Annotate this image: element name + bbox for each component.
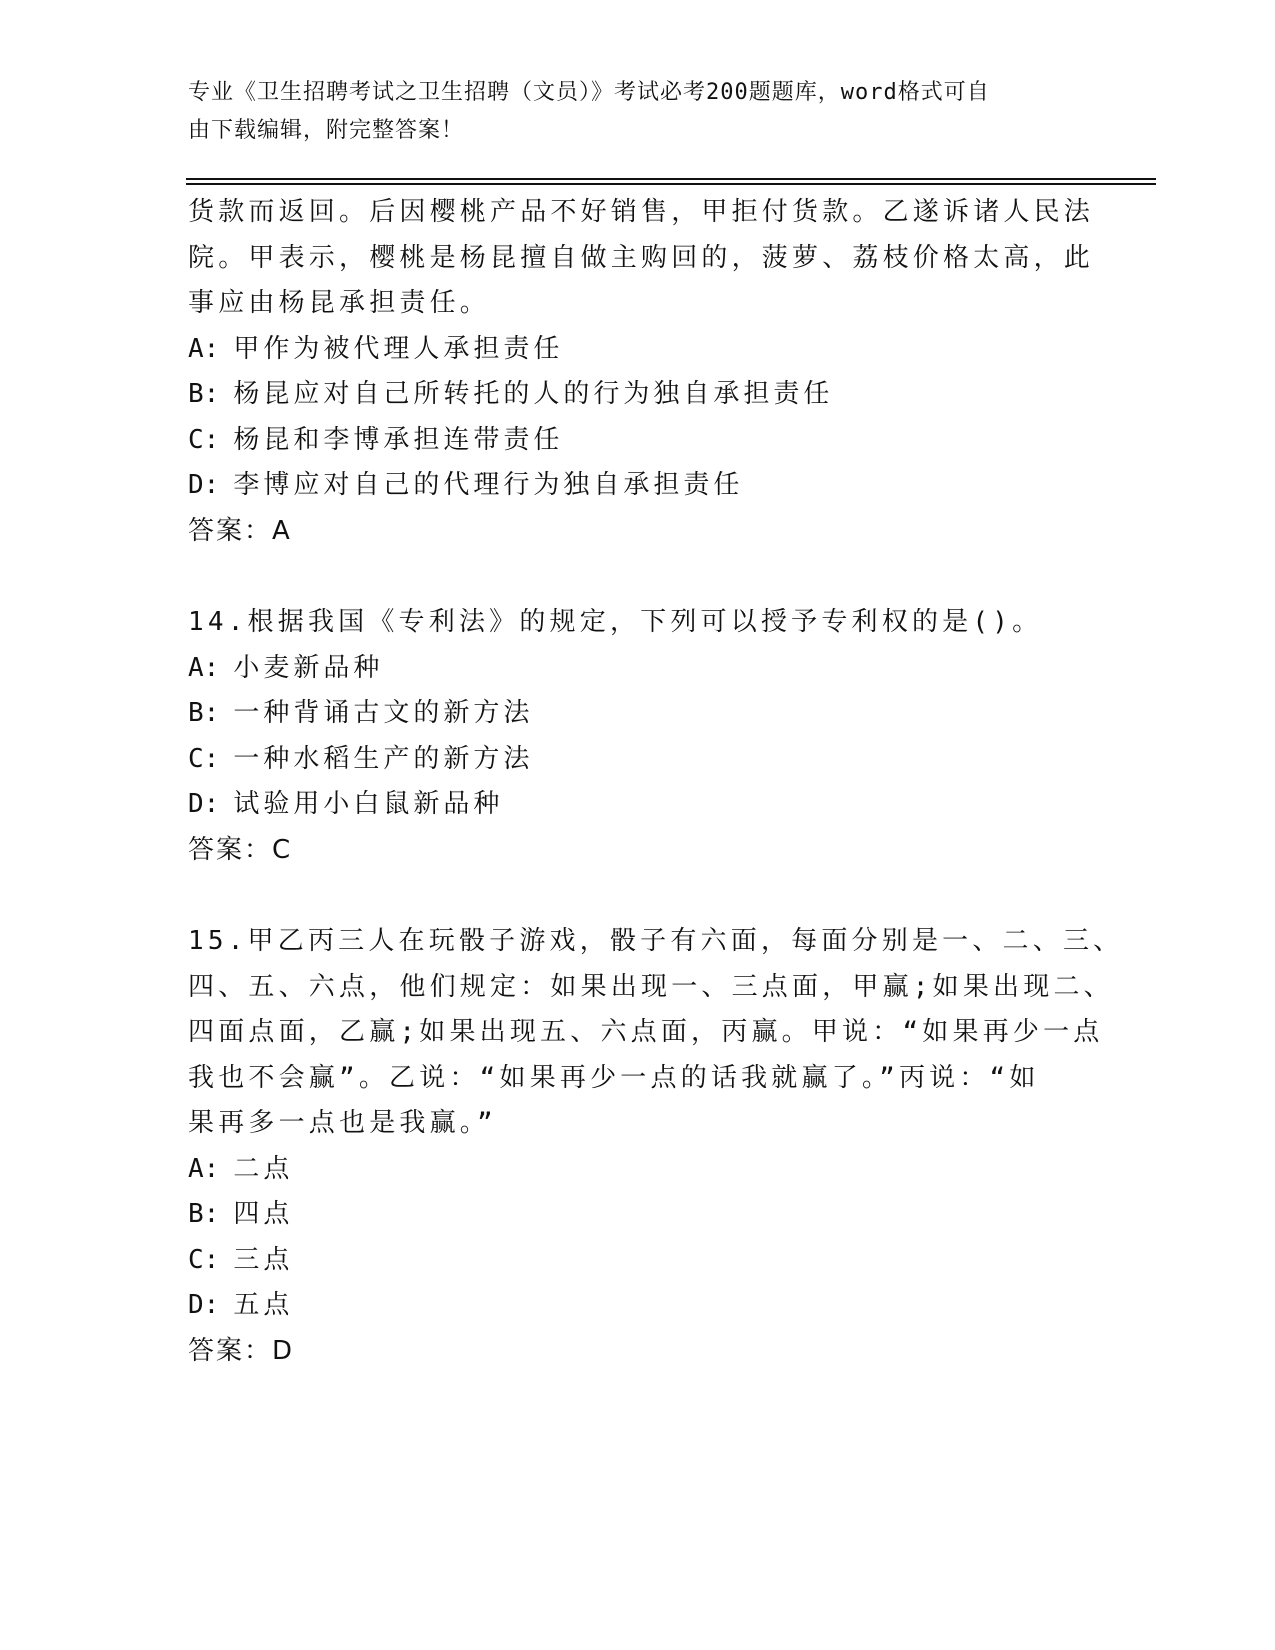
question-spacer bbox=[188, 554, 1088, 600]
answer-line: 答案：A bbox=[188, 515, 292, 546]
option-c bbox=[188, 418, 1088, 464]
header-rule-top bbox=[186, 178, 1156, 180]
option-key: C: bbox=[188, 424, 220, 455]
option-key: B: bbox=[188, 698, 220, 728]
option-key: C: bbox=[188, 743, 220, 774]
header-rule-bottom bbox=[186, 183, 1156, 185]
option-b bbox=[188, 691, 1088, 737]
option-a bbox=[188, 1147, 1088, 1193]
question-13 bbox=[188, 190, 1095, 554]
option-text: 甲作为被代理人承担责任 bbox=[233, 333, 564, 364]
question-14 bbox=[188, 600, 1088, 873]
question-stem-line: 院。甲表示，樱桃是杨昆擅自做主购回的，菠萝、荔枝价格太高，此 bbox=[188, 242, 1095, 273]
option-c bbox=[188, 737, 1088, 783]
option-b bbox=[188, 372, 1088, 418]
question-stem-line: 四、五、六点，他们规定：如果出现一、三点面，甲赢;如果出现二、 bbox=[188, 971, 1114, 1002]
answer-line: 答案：C bbox=[188, 834, 293, 865]
option-key: D: bbox=[188, 789, 220, 819]
document-header bbox=[188, 74, 1068, 150]
option-text: 试验用小白鼠新品种 bbox=[233, 789, 504, 819]
option-text: 四点 bbox=[233, 1199, 294, 1229]
option-text: 杨昆和李博承担连带责任 bbox=[233, 424, 564, 455]
option-key: C: bbox=[188, 1244, 220, 1275]
option-key: D: bbox=[188, 470, 220, 500]
question-stem-line: 15.甲乙丙三人在玩骰子游戏，骰子有六面，每面分别是一、二、三、 bbox=[188, 926, 1124, 956]
option-key: A: bbox=[188, 652, 220, 683]
option-text: 杨昆应对自己所转托的人的行为独自承担责任 bbox=[233, 379, 834, 409]
header-line-2: 由下载编辑，附完整答案！ bbox=[188, 118, 465, 143]
option-text: 三点 bbox=[233, 1244, 294, 1275]
option-key: A: bbox=[188, 333, 220, 364]
option-text: 李博应对自己的代理行为独自承担责任 bbox=[233, 470, 744, 500]
question-stem-line: 14.根据我国《专利法》的规定，下列可以授予专利权的是()。 bbox=[188, 607, 1043, 637]
option-text: 小麦新品种 bbox=[233, 652, 384, 683]
option-key: B: bbox=[188, 379, 220, 409]
question-stem-line: 事应由杨昆承担责任。 bbox=[188, 288, 491, 318]
option-key: D: bbox=[188, 1290, 220, 1320]
question-stem-line: 四面点面，乙赢;如果出现五、六点面，丙赢。甲说：“如果再少一点 bbox=[188, 1017, 1104, 1047]
option-key: A: bbox=[188, 1153, 220, 1184]
question-15 bbox=[188, 919, 1124, 1374]
option-d bbox=[188, 1283, 1088, 1329]
option-b bbox=[188, 1192, 1088, 1238]
option-c bbox=[188, 1238, 1088, 1284]
option-key: B: bbox=[188, 1199, 220, 1229]
option-text: 一种水稻生产的新方法 bbox=[233, 743, 534, 774]
answer-line: 答案：D bbox=[188, 1335, 295, 1366]
option-a bbox=[188, 327, 1088, 373]
question-stem-line: 果再多一点也是我赢。” bbox=[188, 1108, 497, 1138]
question-stem-line: 货款而返回。后因樱桃产品不好销售，甲拒付货款。乙遂诉诸人民法 bbox=[188, 197, 1095, 227]
option-a bbox=[188, 646, 1088, 692]
option-text: 二点 bbox=[233, 1153, 294, 1184]
question-stem-line: 我也不会赢”。乙说：“如果再少一点的话我就赢了。”丙说：“如 bbox=[188, 1062, 1040, 1093]
question-spacer bbox=[188, 873, 1088, 919]
header-line-1: 专业《卫生招聘考试之卫生招聘（文员）》考试必考200题题库，word格式可自 bbox=[188, 80, 990, 105]
option-d bbox=[188, 463, 1088, 509]
option-text: 一种背诵古文的新方法 bbox=[233, 698, 534, 728]
option-text: 五点 bbox=[233, 1290, 294, 1320]
question-list bbox=[188, 190, 1124, 1374]
option-d bbox=[188, 782, 1088, 828]
